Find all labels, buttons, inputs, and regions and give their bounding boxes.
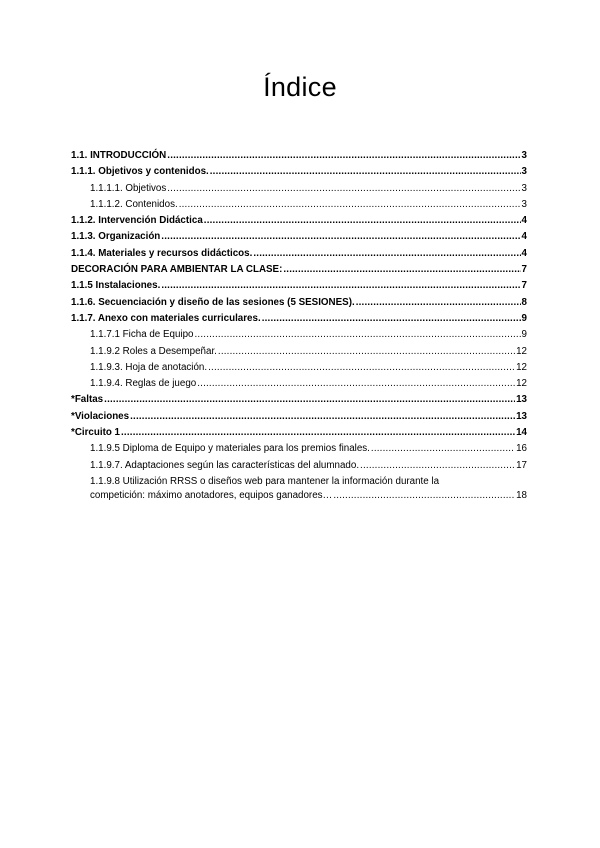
toc-entry[interactable] bbox=[71, 459, 527, 475]
toc-entry-label: 1.1.7. Anexo con materiales curriculares. bbox=[71, 312, 261, 324]
toc-entry-page: 9 bbox=[521, 329, 527, 341]
toc-entry-page: 13 bbox=[516, 394, 527, 406]
toc-entry-page: 3 bbox=[521, 198, 527, 210]
toc-entry[interactable] bbox=[71, 442, 527, 458]
toc-leader bbox=[130, 410, 515, 424]
toc-leader bbox=[262, 312, 521, 326]
toc-leader bbox=[333, 489, 515, 503]
toc-leader bbox=[104, 393, 515, 407]
toc-entry-label: 1.1.1. Objetivos y contenidos. bbox=[71, 166, 209, 178]
toc-entry-page: 7 bbox=[521, 264, 527, 276]
toc-leader bbox=[121, 426, 515, 440]
toc-entry-page: 12 bbox=[516, 345, 527, 357]
toc-entry[interactable] bbox=[71, 230, 527, 246]
toc-leader bbox=[371, 442, 515, 456]
toc-entry-page: 12 bbox=[516, 361, 527, 373]
toc-leader bbox=[161, 230, 520, 244]
toc-entry-page: 4 bbox=[521, 215, 527, 227]
toc-entry[interactable] bbox=[71, 263, 527, 279]
toc-entry-page: 16 bbox=[516, 443, 527, 455]
toc-entry[interactable] bbox=[71, 279, 527, 295]
toc-leader bbox=[210, 165, 521, 179]
toc-leader bbox=[204, 214, 521, 228]
toc-entry-page: 13 bbox=[516, 410, 527, 422]
toc-entry[interactable] bbox=[71, 377, 527, 393]
toc-entry[interactable] bbox=[71, 247, 527, 263]
toc-leader bbox=[218, 345, 515, 359]
toc-entry-label: DECORACIÓN PARA AMBIENTAR LA CLASE: bbox=[71, 264, 283, 276]
toc-entry[interactable] bbox=[71, 149, 527, 165]
toc-entry[interactable] bbox=[71, 198, 527, 214]
toc-entry-label: 1.1.1.1. Objetivos bbox=[90, 182, 167, 194]
toc-entry[interactable] bbox=[71, 165, 527, 181]
toc-leader bbox=[161, 279, 520, 293]
toc-leader bbox=[208, 361, 515, 375]
toc-entry[interactable] bbox=[71, 312, 527, 328]
toc-entry-label-line2: competición: máximo anotadores, equipos ganadores… bbox=[90, 489, 333, 501]
toc-entry[interactable] bbox=[71, 182, 527, 198]
toc-entry-line2-row bbox=[90, 489, 527, 503]
toc-entry[interactable] bbox=[71, 410, 527, 426]
toc-entry-page: 17 bbox=[516, 459, 527, 471]
toc-entry-page: 3 bbox=[521, 166, 527, 178]
toc-entry-label: 1.1. INTRODUCCIÓN bbox=[71, 150, 167, 161]
toc-entry-label: 1.1.9.2 Roles a Desempeñar. bbox=[90, 345, 217, 357]
toc-entry-label: 1.1.9.3. Hoja de anotación. bbox=[90, 361, 208, 373]
toc-leader bbox=[253, 247, 520, 261]
toc-entry-page: 14 bbox=[516, 427, 527, 439]
toc-leader bbox=[283, 263, 520, 277]
toc-entry-label: 1.1.6. Secuenciación y diseño de las sesiones (5 SESIONES). bbox=[71, 296, 355, 308]
toc-entry-page: 18 bbox=[516, 489, 527, 501]
page-title: Índice bbox=[263, 72, 337, 102]
toc-entry-page: 4 bbox=[521, 231, 527, 243]
toc-entry[interactable] bbox=[71, 393, 527, 409]
toc-entry[interactable] bbox=[71, 328, 527, 344]
toc-entry-page: 8 bbox=[521, 296, 527, 308]
toc-entry[interactable] bbox=[71, 426, 527, 442]
toc-entry[interactable] bbox=[71, 345, 527, 361]
toc-leader bbox=[167, 149, 520, 163]
toc-entry-page: 3 bbox=[521, 150, 527, 161]
toc-entry-multiline[interactable] bbox=[71, 475, 527, 503]
toc-entry-label: *Faltas bbox=[71, 394, 104, 406]
toc-entry-page: 9 bbox=[521, 312, 527, 324]
toc-entry-page: 3 bbox=[521, 182, 527, 194]
toc-entry-page: 12 bbox=[516, 378, 527, 390]
toc-entry-label: 1.1.1.2. Contenidos. bbox=[90, 198, 178, 210]
toc-entry-label: *Circuito 1 bbox=[71, 427, 120, 439]
toc-entry-page: 7 bbox=[521, 280, 527, 292]
toc-entry[interactable] bbox=[71, 214, 527, 230]
toc-leader bbox=[195, 328, 521, 342]
toc-leader bbox=[179, 198, 521, 212]
toc-entry-label: 1.1.9.5 Diploma de Equipo y materiales para los premios finales. bbox=[90, 443, 370, 455]
toc-leader bbox=[360, 459, 515, 473]
toc-entry-label: 1.1.7.1 Ficha de Equipo bbox=[90, 329, 194, 341]
toc-entry-label: 1.1.9.4. Reglas de juego bbox=[90, 378, 197, 390]
toc-entry-label: 1.1.9.7. Adaptaciones según las características del alumnado. bbox=[90, 459, 360, 471]
toc-entry-label: 1.1.3. Organización bbox=[71, 231, 161, 243]
toc-entry-label-line1: 1.1.9.8 Utilización RRSS o diseños web para mantener la información durante la bbox=[90, 475, 440, 487]
toc-entry-label: 1.1.5 Instalaciones. bbox=[71, 280, 161, 292]
toc-entry-label: 1.1.4. Materiales y recursos didácticos. bbox=[71, 247, 253, 259]
table-of-contents bbox=[71, 149, 527, 503]
toc-entry-label: 1.1.2. Intervención Didáctica bbox=[71, 215, 203, 227]
toc-entry[interactable] bbox=[71, 361, 527, 377]
toc-entry[interactable] bbox=[71, 296, 527, 312]
toc-leader bbox=[356, 296, 521, 310]
toc-leader bbox=[197, 377, 515, 391]
toc-entry-label: *Violaciones bbox=[71, 410, 130, 422]
toc-entry-page: 4 bbox=[521, 247, 527, 259]
toc-leader bbox=[167, 182, 520, 196]
